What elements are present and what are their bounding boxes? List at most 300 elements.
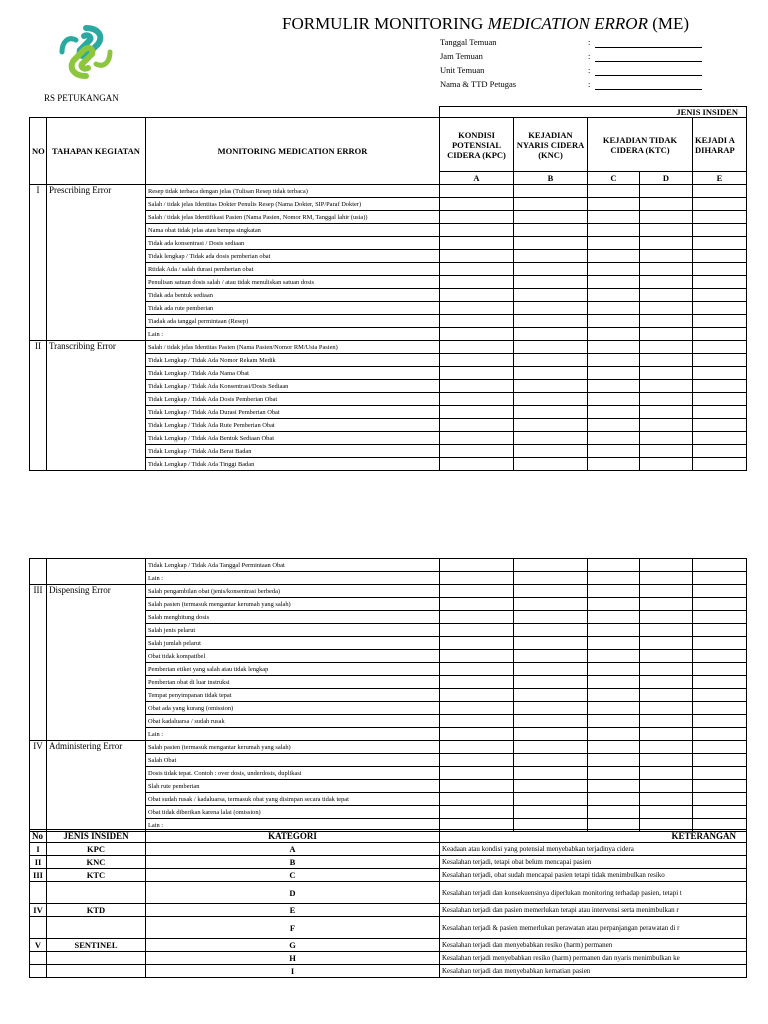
category-checkbox-cell[interactable] <box>640 367 693 380</box>
legend-no <box>30 952 47 965</box>
legend-no <box>30 965 47 978</box>
category-checkbox-cell[interactable] <box>440 637 514 650</box>
category-checkbox-cell[interactable] <box>514 715 588 728</box>
category-checkbox-cell[interactable] <box>588 767 640 780</box>
section-title: Dispensing Error <box>47 585 146 741</box>
category-checkbox-cell[interactable] <box>588 559 640 572</box>
category-checkbox-cell[interactable] <box>514 624 588 637</box>
category-checkbox-cell[interactable] <box>514 741 588 754</box>
category-checkbox-cell[interactable] <box>514 663 588 676</box>
category-checkbox-cell[interactable] <box>440 611 514 624</box>
category-checkbox-cell[interactable] <box>640 419 693 432</box>
category-checkbox-cell[interactable] <box>640 585 693 598</box>
category-checkbox-cell[interactable] <box>440 754 514 767</box>
legend-jenis <box>47 882 146 904</box>
category-checkbox-cell[interactable] <box>640 559 693 572</box>
category-checkbox-cell[interactable] <box>514 289 588 302</box>
meta-field-colon: : <box>588 37 591 47</box>
category-checkbox-cell[interactable] <box>440 419 514 432</box>
category-checkbox-cell[interactable] <box>640 341 693 354</box>
category-checkbox-cell[interactable] <box>514 406 588 419</box>
category-checkbox-cell[interactable] <box>588 380 640 393</box>
category-checkbox-cell[interactable] <box>693 211 747 224</box>
category-checkbox-cell[interactable] <box>588 715 640 728</box>
monitoring-table-1 <box>29 106 747 471</box>
category-checkbox-cell[interactable] <box>440 559 514 572</box>
category-checkbox-cell[interactable] <box>514 185 588 198</box>
legend-no: I <box>30 843 47 856</box>
category-checkbox-cell[interactable] <box>514 754 588 767</box>
category-checkbox-cell[interactable] <box>514 354 588 367</box>
category-checkbox-cell[interactable] <box>440 741 514 754</box>
category-checkbox-cell[interactable] <box>588 445 640 458</box>
category-checkbox-cell[interactable] <box>640 637 693 650</box>
category-checkbox-cell[interactable] <box>588 341 640 354</box>
category-checkbox-cell[interactable] <box>588 354 640 367</box>
category-checkbox-cell[interactable] <box>514 250 588 263</box>
category-checkbox-cell[interactable] <box>514 780 588 793</box>
category-checkbox-cell[interactable] <box>640 263 693 276</box>
category-checkbox-cell[interactable] <box>514 767 588 780</box>
category-checkbox-cell[interactable] <box>693 624 747 637</box>
form-title: FORMULIR MONITORING MEDICATION ERROR (ME) <box>282 14 690 33</box>
error-item: Salah pasien (termasuk mengantar kerumah yang salah) <box>146 598 440 611</box>
category-checkbox-cell[interactable] <box>693 263 747 276</box>
category-checkbox-cell[interactable] <box>440 780 514 793</box>
category-checkbox-cell[interactable] <box>640 689 693 702</box>
category-checkbox-cell[interactable] <box>440 793 514 806</box>
error-item: Tidak Lengkap / Tidak Ada Nama Obat <box>146 367 440 380</box>
form-meta-fields <box>440 37 710 93</box>
category-checkbox-cell[interactable] <box>514 585 588 598</box>
legend-jenis: KTC <box>47 869 146 882</box>
category-checkbox-cell[interactable] <box>588 211 640 224</box>
category-checkbox-cell[interactable] <box>440 367 514 380</box>
error-item: Tidak Lengkap / Tidak Ada Durasi Pemberian Obat <box>146 406 440 419</box>
section-number: II <box>30 341 47 471</box>
error-item: Tempat penyimpanan tidak tepat <box>146 689 440 702</box>
category-checkbox-cell[interactable] <box>440 650 514 663</box>
meta-field-input-line[interactable] <box>595 61 702 62</box>
error-item: Tidak ada konsentrasi / Dosis sediaan <box>146 237 440 250</box>
hospital-name: RS PETUKANGAN <box>44 93 119 103</box>
legend-jenis <box>47 952 146 965</box>
category-checkbox-cell[interactable] <box>514 263 588 276</box>
category-checkbox-cell[interactable] <box>588 263 640 276</box>
category-checkbox-cell[interactable] <box>640 458 693 471</box>
category-checkbox-cell[interactable] <box>640 237 693 250</box>
category-checkbox-cell[interactable] <box>588 302 640 315</box>
category-checkbox-cell[interactable] <box>693 328 747 341</box>
category-checkbox-cell[interactable] <box>440 276 514 289</box>
col-tahapan: TAHAPAN KEGIATAN <box>47 118 146 185</box>
category-checkbox-cell[interactable] <box>588 806 640 819</box>
category-checkbox-cell[interactable] <box>640 289 693 302</box>
category-checkbox-cell[interactable] <box>693 354 747 367</box>
category-checkbox-cell[interactable] <box>588 598 640 611</box>
error-item: Lain : <box>146 728 440 741</box>
category-checkbox-cell[interactable] <box>514 598 588 611</box>
category-checkbox-cell[interactable] <box>588 198 640 211</box>
category-checkbox-cell[interactable] <box>440 302 514 315</box>
category-checkbox-cell[interactable] <box>588 702 640 715</box>
category-checkbox-cell[interactable] <box>440 458 514 471</box>
category-checkbox-cell[interactable] <box>640 676 693 689</box>
category-checkbox-cell[interactable] <box>514 302 588 315</box>
category-checkbox-cell[interactable] <box>693 276 747 289</box>
category-checkbox-cell[interactable] <box>514 224 588 237</box>
error-item: Obat tidak diberikan karena lalai (omission) <box>146 806 440 819</box>
category-checkbox-cell[interactable] <box>640 793 693 806</box>
category-checkbox-cell[interactable] <box>693 806 747 819</box>
category-checkbox-cell[interactable] <box>440 663 514 676</box>
meta-field-row <box>440 65 710 79</box>
category-checkbox-cell[interactable] <box>693 689 747 702</box>
category-checkbox-cell[interactable] <box>588 224 640 237</box>
legend-jenis: KPC <box>47 843 146 856</box>
category-checkbox-cell[interactable] <box>693 393 747 406</box>
legend-keterangan: Kesalahan terjadi dan pasien memerlukan terapi atau intervensi serta menimbulkan r <box>440 904 747 917</box>
legend-row <box>30 904 747 917</box>
category-checkbox-cell[interactable] <box>640 276 693 289</box>
category-checkbox-cell[interactable] <box>640 663 693 676</box>
category-checkbox-cell[interactable] <box>640 754 693 767</box>
category-checkbox-cell[interactable] <box>440 380 514 393</box>
category-checkbox-cell[interactable] <box>693 715 747 728</box>
legend-keterangan: Keadaan atau kondisi yang potensial menyebabkan terjadinya cidera <box>440 843 747 856</box>
category-checkbox-cell[interactable] <box>514 806 588 819</box>
category-checkbox-cell[interactable] <box>588 237 640 250</box>
category-checkbox-cell[interactable] <box>640 741 693 754</box>
category-checkbox-cell[interactable] <box>440 585 514 598</box>
section-number <box>30 559 47 585</box>
meta-field-label: Jam Temuan <box>440 51 483 61</box>
section-title: Administering Error <box>47 741 146 832</box>
error-item: Lain : <box>146 572 440 585</box>
category-checkbox-cell[interactable] <box>693 432 747 445</box>
meta-field-input-line[interactable] <box>595 75 702 76</box>
category-checkbox-cell[interactable] <box>514 276 588 289</box>
category-checkbox-cell[interactable] <box>640 624 693 637</box>
category-checkbox-cell[interactable] <box>514 793 588 806</box>
error-item: Obat tidak kompatibel <box>146 650 440 663</box>
category-checkbox-cell[interactable] <box>693 380 747 393</box>
category-checkbox-cell[interactable] <box>588 185 640 198</box>
category-checkbox-cell[interactable] <box>588 393 640 406</box>
category-checkbox-cell[interactable] <box>588 315 640 328</box>
category-checkbox-cell[interactable] <box>640 715 693 728</box>
legend-col-keterangan: KETERANGAN <box>440 830 747 843</box>
category-checkbox-cell[interactable] <box>440 211 514 224</box>
category-checkbox-cell[interactable] <box>693 702 747 715</box>
category-checkbox-cell[interactable] <box>514 559 588 572</box>
category-checkbox-cell[interactable] <box>693 458 747 471</box>
category-checkbox-cell[interactable] <box>640 302 693 315</box>
category-checkbox-cell[interactable] <box>588 276 640 289</box>
monitoring-table-2 <box>29 558 747 832</box>
legend-keterangan: Kesalahan terjadi dan menyebabkan kematian pasien <box>440 965 747 978</box>
category-checkbox-cell[interactable] <box>440 624 514 637</box>
legend-row <box>30 952 747 965</box>
legend-no: III <box>30 869 47 882</box>
category-checkbox-cell[interactable] <box>514 445 588 458</box>
category-checkbox-cell[interactable] <box>588 250 640 263</box>
category-checkbox-cell[interactable] <box>440 198 514 211</box>
category-checkbox-cell[interactable] <box>640 406 693 419</box>
category-checkbox-cell[interactable] <box>588 624 640 637</box>
category-checkbox-cell[interactable] <box>693 676 747 689</box>
legend-keterangan: Kesalahan terjadi & pasien memerlukan perawatan atau perpanjangan perawatan di r <box>440 917 747 939</box>
category-checkbox-cell[interactable] <box>693 611 747 624</box>
error-item: Lain : <box>146 328 440 341</box>
legend-keterangan: Kesalahan terjadi menyebabkan resiko (harm) permanen dan nyaris menimbulkan ke <box>440 952 747 965</box>
col-kpc: KONDISI POTENSIAL CIDERA (KPC) <box>440 118 514 172</box>
section-number: IV <box>30 741 47 832</box>
legend-table <box>29 829 747 978</box>
legend-col-no: No <box>30 830 47 843</box>
category-checkbox-cell[interactable] <box>640 393 693 406</box>
legend-keterangan: Kesalahan terjadi, obat sudah mencapai pasien tetapi tidak menimbulkan resiko <box>440 869 747 882</box>
category-checkbox-cell[interactable] <box>514 637 588 650</box>
category-checkbox-cell[interactable] <box>640 380 693 393</box>
col-knc: KEJADIAN NYARIS CIDERA (KNC) <box>514 118 588 172</box>
category-checkbox-cell[interactable] <box>693 598 747 611</box>
meta-field-label: Nama & TTD Petugas <box>440 79 517 89</box>
category-checkbox-cell[interactable] <box>640 598 693 611</box>
category-checkbox-cell[interactable] <box>693 315 747 328</box>
legend-keterangan: Kesalahan terjadi, tetapi obat belum mencapai pasien <box>440 856 747 869</box>
table-row <box>30 185 747 198</box>
error-item: Tidak Lengkap / Tidak Ada Konsentrasi/Dosis Sediaan <box>146 380 440 393</box>
category-checkbox-cell[interactable] <box>514 419 588 432</box>
hospital-logo <box>58 24 114 80</box>
category-checkbox-cell[interactable] <box>440 289 514 302</box>
category-checkbox-cell[interactable] <box>693 419 747 432</box>
error-item: Lain : <box>146 819 440 832</box>
letter-e: E <box>693 172 747 185</box>
category-checkbox-cell[interactable] <box>588 328 640 341</box>
category-checkbox-cell[interactable] <box>440 598 514 611</box>
category-checkbox-cell[interactable] <box>514 728 588 741</box>
category-checkbox-cell[interactable] <box>440 676 514 689</box>
category-checkbox-cell[interactable] <box>440 354 514 367</box>
section-number: III <box>30 585 47 741</box>
section-title: Prescribing Error <box>47 185 146 341</box>
category-checkbox-cell[interactable] <box>693 572 747 585</box>
legend-row <box>30 843 747 856</box>
category-checkbox-cell[interactable] <box>693 585 747 598</box>
category-checkbox-cell[interactable] <box>588 741 640 754</box>
category-checkbox-cell[interactable] <box>514 315 588 328</box>
category-checkbox-cell[interactable] <box>640 650 693 663</box>
table-row <box>30 741 747 754</box>
category-checkbox-cell[interactable] <box>640 611 693 624</box>
legend-keterangan: Kesalahan terjadi dan konsekuensinya diperlukan monitoring terhadap pasien, tetapi t <box>440 882 747 904</box>
category-checkbox-cell[interactable] <box>440 432 514 445</box>
error-item: Salah / tidak jelas Identitas Pasien (Nama Pasien/Nomor RM/Usia Pasien) <box>146 341 440 354</box>
category-checkbox-cell[interactable] <box>640 354 693 367</box>
category-checkbox-cell[interactable] <box>588 611 640 624</box>
category-checkbox-cell[interactable] <box>514 676 588 689</box>
category-checkbox-cell[interactable] <box>640 198 693 211</box>
category-checkbox-cell[interactable] <box>640 767 693 780</box>
category-checkbox-cell[interactable] <box>514 393 588 406</box>
category-checkbox-cell[interactable] <box>640 211 693 224</box>
category-checkbox-cell[interactable] <box>440 728 514 741</box>
category-checkbox-cell[interactable] <box>693 754 747 767</box>
legend-row <box>30 882 747 904</box>
category-checkbox-cell[interactable] <box>693 650 747 663</box>
category-checkbox-cell[interactable] <box>588 637 640 650</box>
category-checkbox-cell[interactable] <box>640 224 693 237</box>
category-checkbox-cell[interactable] <box>693 637 747 650</box>
legend-jenis <box>47 965 146 978</box>
category-checkbox-cell[interactable] <box>514 237 588 250</box>
category-checkbox-cell[interactable] <box>588 689 640 702</box>
category-checkbox-cell[interactable] <box>693 237 747 250</box>
category-checkbox-cell[interactable] <box>640 445 693 458</box>
section-number: I <box>30 185 47 341</box>
category-checkbox-cell[interactable] <box>693 224 747 237</box>
category-checkbox-cell[interactable] <box>440 767 514 780</box>
legend-kategori: A <box>146 843 440 856</box>
category-checkbox-cell[interactable] <box>514 341 588 354</box>
category-checkbox-cell[interactable] <box>588 367 640 380</box>
legend-jenis: KNC <box>47 856 146 869</box>
category-checkbox-cell[interactable] <box>693 559 747 572</box>
col-no: NO <box>30 118 47 185</box>
category-checkbox-cell[interactable] <box>440 689 514 702</box>
error-item: Obat ada yang kurang (omission) <box>146 702 440 715</box>
jenis-insiden-heading: JENIS INSIDEN <box>440 107 747 118</box>
error-item: Resep tidak terbaca dengan jelas (Tulisan Resep tidak terbaca) <box>146 185 440 198</box>
meta-field-input-line[interactable] <box>595 89 702 90</box>
category-checkbox-cell[interactable] <box>693 741 747 754</box>
category-checkbox-cell[interactable] <box>514 211 588 224</box>
category-checkbox-cell[interactable] <box>440 406 514 419</box>
legend-jenis: KTD <box>47 904 146 917</box>
category-checkbox-cell[interactable] <box>440 237 514 250</box>
category-checkbox-cell[interactable] <box>640 806 693 819</box>
error-item: Tidak lengkap / Tidak ada dosis pemberian obat <box>146 250 440 263</box>
category-checkbox-cell[interactable] <box>440 715 514 728</box>
category-checkbox-cell[interactable] <box>440 445 514 458</box>
error-item: Tidak Lengkap / Tidak Ada Nomor Rekam Medik <box>146 354 440 367</box>
category-checkbox-cell[interactable] <box>588 650 640 663</box>
category-checkbox-cell[interactable] <box>693 302 747 315</box>
category-checkbox-cell[interactable] <box>514 432 588 445</box>
legend-kategori: I <box>146 965 440 978</box>
category-checkbox-cell[interactable] <box>693 185 747 198</box>
category-checkbox-cell[interactable] <box>588 793 640 806</box>
category-checkbox-cell[interactable] <box>693 728 747 741</box>
error-item: Tidak Lengkap / Tidak Ada Tanggal Permintaan Obat <box>146 559 440 572</box>
category-checkbox-cell[interactable] <box>640 780 693 793</box>
category-checkbox-cell[interactable] <box>440 341 514 354</box>
category-checkbox-cell[interactable] <box>440 250 514 263</box>
category-checkbox-cell[interactable] <box>693 367 747 380</box>
category-checkbox-cell[interactable] <box>693 793 747 806</box>
category-checkbox-cell[interactable] <box>693 445 747 458</box>
legend-kategori: G <box>146 939 440 952</box>
category-checkbox-cell[interactable] <box>440 263 514 276</box>
category-checkbox-cell[interactable] <box>588 419 640 432</box>
error-item: Tidak Lengkap / Tidak Ada Rute Pemberian Obat <box>146 419 440 432</box>
category-checkbox-cell[interactable] <box>440 806 514 819</box>
legend-keterangan: Kesalahan terjadi dan menyebabkan resiko (harm) permanen <box>440 939 747 952</box>
category-checkbox-cell[interactable] <box>588 754 640 767</box>
category-checkbox-cell[interactable] <box>588 728 640 741</box>
category-checkbox-cell[interactable] <box>640 702 693 715</box>
error-item: Tiadak ada tanggal permintaan (Resep) <box>146 315 440 328</box>
category-checkbox-cell[interactable] <box>588 432 640 445</box>
category-checkbox-cell[interactable] <box>588 585 640 598</box>
category-checkbox-cell[interactable] <box>640 315 693 328</box>
col-ktd: KEJADI A DIHARAP <box>693 118 747 172</box>
category-checkbox-cell[interactable] <box>693 289 747 302</box>
category-checkbox-cell[interactable] <box>640 432 693 445</box>
category-checkbox-cell[interactable] <box>440 393 514 406</box>
category-checkbox-cell[interactable] <box>588 572 640 585</box>
category-checkbox-cell[interactable] <box>640 250 693 263</box>
category-checkbox-cell[interactable] <box>440 702 514 715</box>
error-item: Rtidak Ada / salah durasi pemberian obat <box>146 263 440 276</box>
category-checkbox-cell[interactable] <box>640 185 693 198</box>
letter-b: B <box>514 172 588 185</box>
category-checkbox-cell[interactable] <box>640 572 693 585</box>
category-checkbox-cell[interactable] <box>440 572 514 585</box>
legend-kategori: B <box>146 856 440 869</box>
legend-jenis <box>47 917 146 939</box>
category-checkbox-cell[interactable] <box>693 198 747 211</box>
category-checkbox-cell[interactable] <box>514 458 588 471</box>
category-checkbox-cell[interactable] <box>693 767 747 780</box>
meta-field-input-line[interactable] <box>595 47 702 48</box>
category-checkbox-cell[interactable] <box>640 328 693 341</box>
category-checkbox-cell[interactable] <box>693 663 747 676</box>
category-checkbox-cell[interactable] <box>640 728 693 741</box>
category-checkbox-cell[interactable] <box>588 406 640 419</box>
error-item: Salah pasien (termasuk mengantar kerumah yang salah) <box>146 741 440 754</box>
meta-field-colon: : <box>588 51 591 61</box>
category-checkbox-cell[interactable] <box>440 185 514 198</box>
category-checkbox-cell[interactable] <box>514 611 588 624</box>
category-checkbox-cell[interactable] <box>693 341 747 354</box>
category-checkbox-cell[interactable] <box>588 289 640 302</box>
category-checkbox-cell[interactable] <box>693 780 747 793</box>
col-monitoring: MONITORING MEDICATION ERROR <box>146 118 440 185</box>
category-checkbox-cell[interactable] <box>588 458 640 471</box>
category-checkbox-cell[interactable] <box>588 780 640 793</box>
category-checkbox-cell[interactable] <box>514 328 588 341</box>
legend-row <box>30 856 747 869</box>
category-checkbox-cell[interactable] <box>440 328 514 341</box>
category-checkbox-cell[interactable] <box>514 702 588 715</box>
category-checkbox-cell[interactable] <box>514 380 588 393</box>
category-checkbox-cell[interactable] <box>440 315 514 328</box>
category-checkbox-cell[interactable] <box>588 676 640 689</box>
category-checkbox-cell[interactable] <box>514 650 588 663</box>
error-item: Nama obat tidak jelas atau berupa singkatan <box>146 224 440 237</box>
category-checkbox-cell[interactable] <box>693 406 747 419</box>
category-checkbox-cell[interactable] <box>514 367 588 380</box>
category-checkbox-cell[interactable] <box>514 689 588 702</box>
category-checkbox-cell[interactable] <box>693 250 747 263</box>
category-checkbox-cell[interactable] <box>440 224 514 237</box>
category-checkbox-cell[interactable] <box>588 663 640 676</box>
category-checkbox-cell[interactable] <box>514 572 588 585</box>
category-checkbox-cell[interactable] <box>514 198 588 211</box>
